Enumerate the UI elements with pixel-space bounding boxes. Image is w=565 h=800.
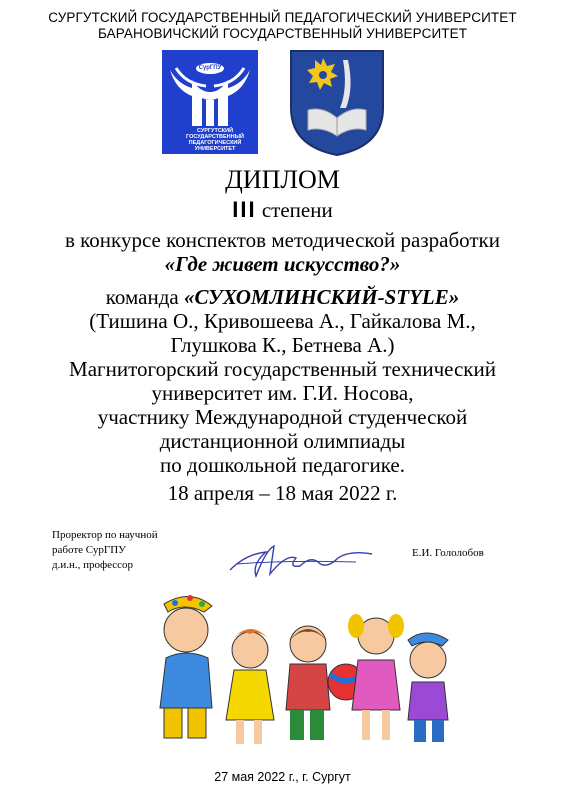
signatory-position-line: работе СурГПУ	[52, 544, 126, 556]
degree-line	[0, 198, 565, 222]
signatory-name: Е.И. Гололобов	[412, 547, 484, 559]
degree-word: степени	[261, 198, 333, 222]
surgpu-badge: СурГПУ	[196, 63, 224, 74]
child-yellow-dress-icon	[226, 629, 274, 744]
institution-line-1: Магнитогорский государственный технический	[69, 357, 496, 381]
degree-roman: III	[232, 197, 257, 222]
handwritten-signature	[226, 540, 376, 580]
surgpu-logo-line: ГОСУДАРСТВЕННЫЙ	[186, 134, 244, 140]
university-name-1: СУРГУТСКИЙ ГОСУДАРСТВЕННЫЙ ПЕДАГОГИЧЕСКИЙ УНИВЕРСИТЕТ	[48, 10, 517, 25]
child-left-icon	[160, 595, 212, 738]
dates-text: 18 апреля – 18 мая 2022 г.	[167, 481, 398, 505]
child-right-icon	[408, 633, 448, 742]
children-illustration	[150, 590, 460, 755]
surgpu-logo-line: ПЕДАГОГИЧЕСКИЙ	[188, 140, 242, 146]
signatory-position-line: Проректор по научной	[52, 529, 158, 541]
surgpu-logo-text	[180, 128, 250, 152]
institution-line-2: университет им. Г.И. Носова,	[151, 381, 414, 405]
contest-text: в конкурсе конспектов методической разработки	[65, 228, 500, 252]
child-pigtails-icon	[348, 614, 404, 740]
diploma-title: ДИПЛОМ	[225, 165, 340, 194]
signatory-position-line: д.и.н., профессор	[52, 559, 134, 571]
participant-line-1: участнику Международной студенческой	[97, 405, 468, 429]
baranovichi-crest-icon	[288, 48, 386, 158]
participant-line-3: по дошкольной педагогике.	[160, 453, 405, 477]
team-prefix: команда	[105, 285, 179, 309]
footer-date-place: 27 мая 2022 г., г. Сургут	[214, 770, 351, 784]
members-line-1: (Тишина О., Кривошеева А., Гайкалова М.,	[89, 309, 476, 333]
university-name-2: БАРАНОВИЧСКИЙ ГОСУДАРСТВЕННЫЙ УНИВЕРСИТЕТ	[97, 26, 468, 41]
team-line	[0, 285, 565, 309]
team-name: «СУХОМЛИНСКИЙ-STYLE»	[183, 285, 460, 309]
members-line-2: Глушкова К., Бетнева А.)	[170, 333, 395, 357]
work-title: «Где живет искусство?»	[164, 252, 401, 276]
surgpu-logo	[162, 50, 258, 154]
surgpu-logo-line: УНИВЕРСИТЕТ	[194, 146, 236, 152]
surgpu-logo-line: СУРГУТСКИЙ	[196, 128, 234, 134]
signatory-position	[52, 528, 158, 573]
participant-line-2: дистанционной олимпиады	[159, 429, 406, 453]
child-middle-icon	[286, 626, 330, 740]
